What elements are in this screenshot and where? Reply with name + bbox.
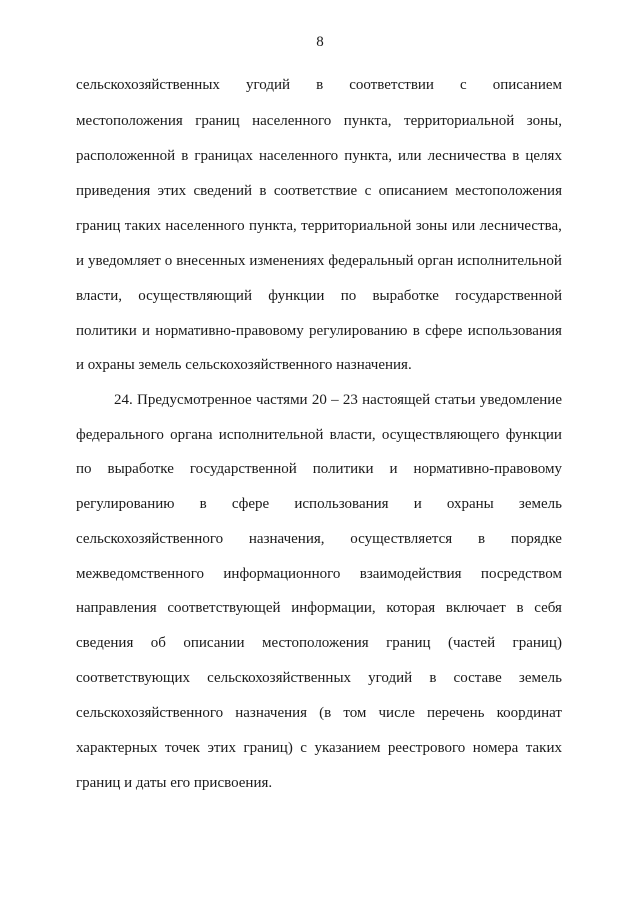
text-line: и уведомляет о внесенных изменениях федеральный орган исполнительной (76, 253, 562, 269)
text-line: расположенной в границах населенного пункта, или лесничества в целях (76, 148, 562, 164)
text-line: власти, осуществляющий функции по выработке государственной (76, 288, 562, 304)
text-line: регулированию в сфере использования и охраны земель (76, 496, 562, 512)
text-line: сведения об описании местоположения границ (частей границ) (76, 635, 562, 651)
text-line: местоположения границ населенного пункта, территориальной зоны, (76, 113, 562, 129)
text-line: сельскохозяйственных угодий в соответствии с описанием (76, 77, 562, 93)
text-line: сельскохозяйственного назначения, осуществляется в порядке (76, 531, 562, 547)
text-line: границ и даты его присвоения. (76, 775, 273, 791)
text-line: приведения этих сведений в соответствие с описанием местоположения (76, 183, 562, 199)
text-line: соответствующих сельскохозяйственных угодий в составе земель (76, 670, 562, 686)
text-line: политики и нормативно-правовому регулированию в сфере использования (76, 323, 562, 339)
text-line: сельскохозяйственного назначения (в том числе перечень координат (76, 705, 562, 721)
text-line: характерных точек этих границ) с указанием реестрового номера таких (76, 740, 562, 756)
text-line: и охраны земель сельскохозяйственного назначения. (76, 357, 412, 373)
text-line: межведомственного информационного взаимодействия посредством (76, 566, 562, 582)
text-line: границ таких населенного пункта, территориальной зоны или лесничества, (76, 218, 562, 234)
paragraph-start-line: 24. Предусмотренное частями 20 – 23 настоящей статьи уведомление (114, 392, 562, 408)
text-line: по выработке государственной политики и нормативно-правовому (76, 461, 562, 477)
text-line: направления соответствующей информации, которая включает в себя (76, 600, 562, 616)
page-number: 8 (316, 34, 324, 50)
text-line: федерального органа исполнительной власти, осуществляющего функции (76, 427, 562, 443)
